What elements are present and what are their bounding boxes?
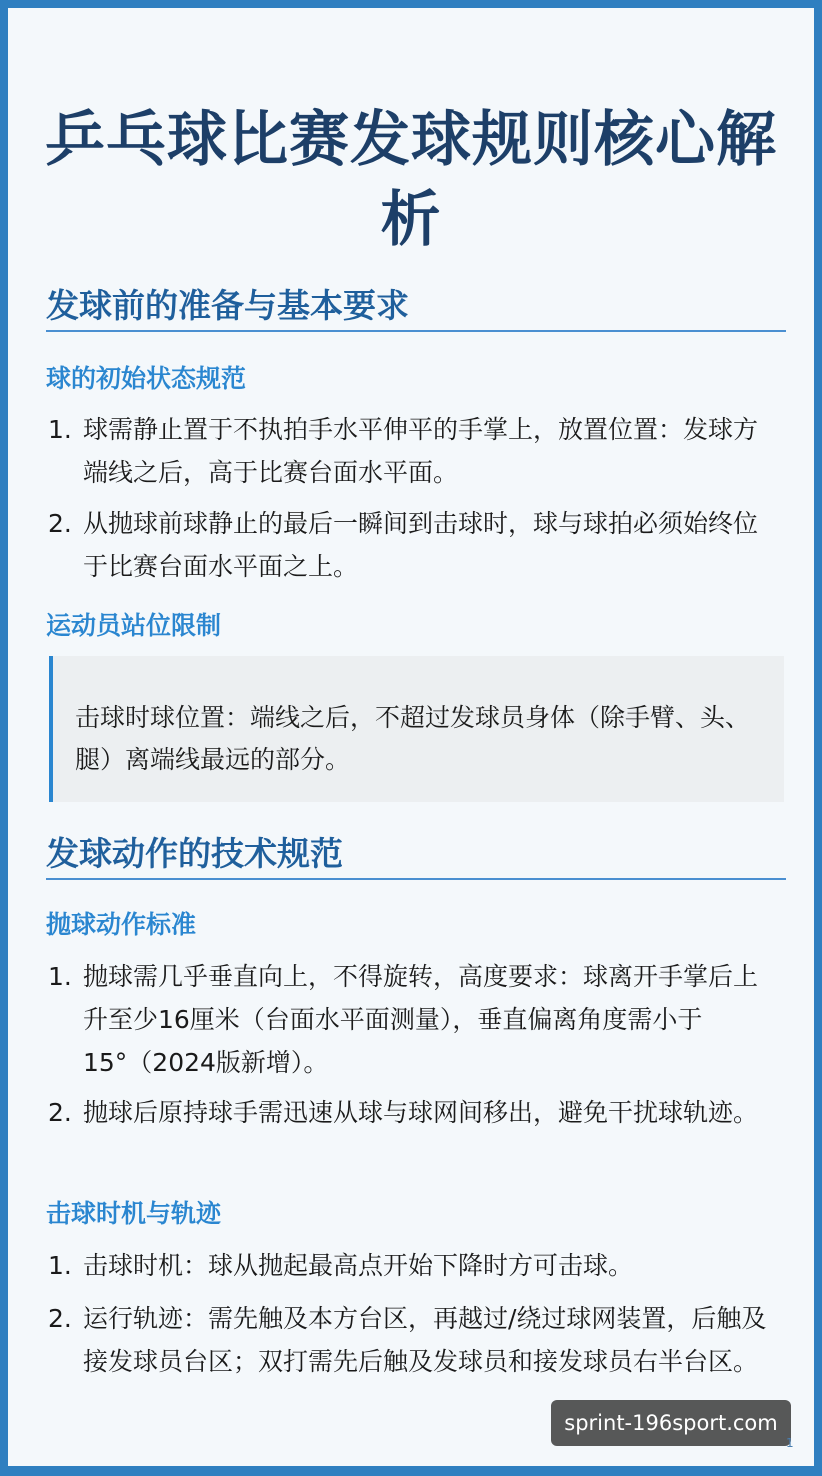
watermark-badge: sprint-196sport.com xyxy=(551,1400,791,1446)
list-item xyxy=(48,1297,778,1383)
list-item xyxy=(48,1091,778,1134)
list-item xyxy=(48,408,778,494)
list-number: 1. xyxy=(48,415,72,444)
page-title: 乒乓球比赛发球规则核心解析 xyxy=(45,105,777,255)
list-number: 2. xyxy=(48,509,72,538)
list-number: 2. xyxy=(48,1304,72,1333)
list-item xyxy=(48,502,778,588)
subsection-heading-timing: 击球时机与轨迹 xyxy=(46,1199,222,1228)
list-number: 2. xyxy=(48,1098,72,1127)
list-item xyxy=(48,1244,778,1287)
list-text: 运行轨迹：需先触及本方台区，再越过/绕过球网装置，后触及接发球员台区；双打需先后触及发球员和接发球员右半台区。 xyxy=(83,1304,767,1376)
subsection-heading-toss: 抛球动作标准 xyxy=(46,910,197,939)
list-text: 从抛球前球静止的最后一瞬间到击球时，球与球拍必须始终位于比赛台面水平面之上。 xyxy=(83,509,759,581)
page-number: 1 xyxy=(786,1436,794,1450)
subsection-heading-stance: 运动员站位限制 xyxy=(46,611,222,640)
list-item xyxy=(48,955,778,1084)
document-card xyxy=(8,8,814,1466)
section-heading-preparation: 发球前的准备与基本要求 xyxy=(46,286,786,332)
quote-text: 击球时球位置：端线之后，不超过发球员身体（除手臂、头、腿）离端线最远的部分。 xyxy=(75,703,751,774)
list-text: 球需静止置于不执拍手水平伸平的手掌上，放置位置：发球方端线之后，高于比赛台面水平面。 xyxy=(83,415,759,487)
quote-block xyxy=(49,656,784,802)
subsection-heading-ball-state: 球的初始状态规范 xyxy=(46,364,247,393)
list-number: 1. xyxy=(48,1251,72,1280)
list-text: 击球时机：球从抛起最高点开始下降时方可击球。 xyxy=(83,1251,634,1280)
list-number: 1. xyxy=(48,962,72,991)
section-heading-technique: 发球动作的技术规范 xyxy=(46,834,786,880)
list-text: 抛球后原持球手需迅速从球与球网间移出，避免干扰球轨迹。 xyxy=(83,1098,759,1127)
list-text: 抛球需几乎垂直向上，不得旋转，高度要求：球离开手掌后上升至少16厘米（台面水平面测量），垂直偏离角度需小于15°（2024版新增）。 xyxy=(83,962,759,1077)
